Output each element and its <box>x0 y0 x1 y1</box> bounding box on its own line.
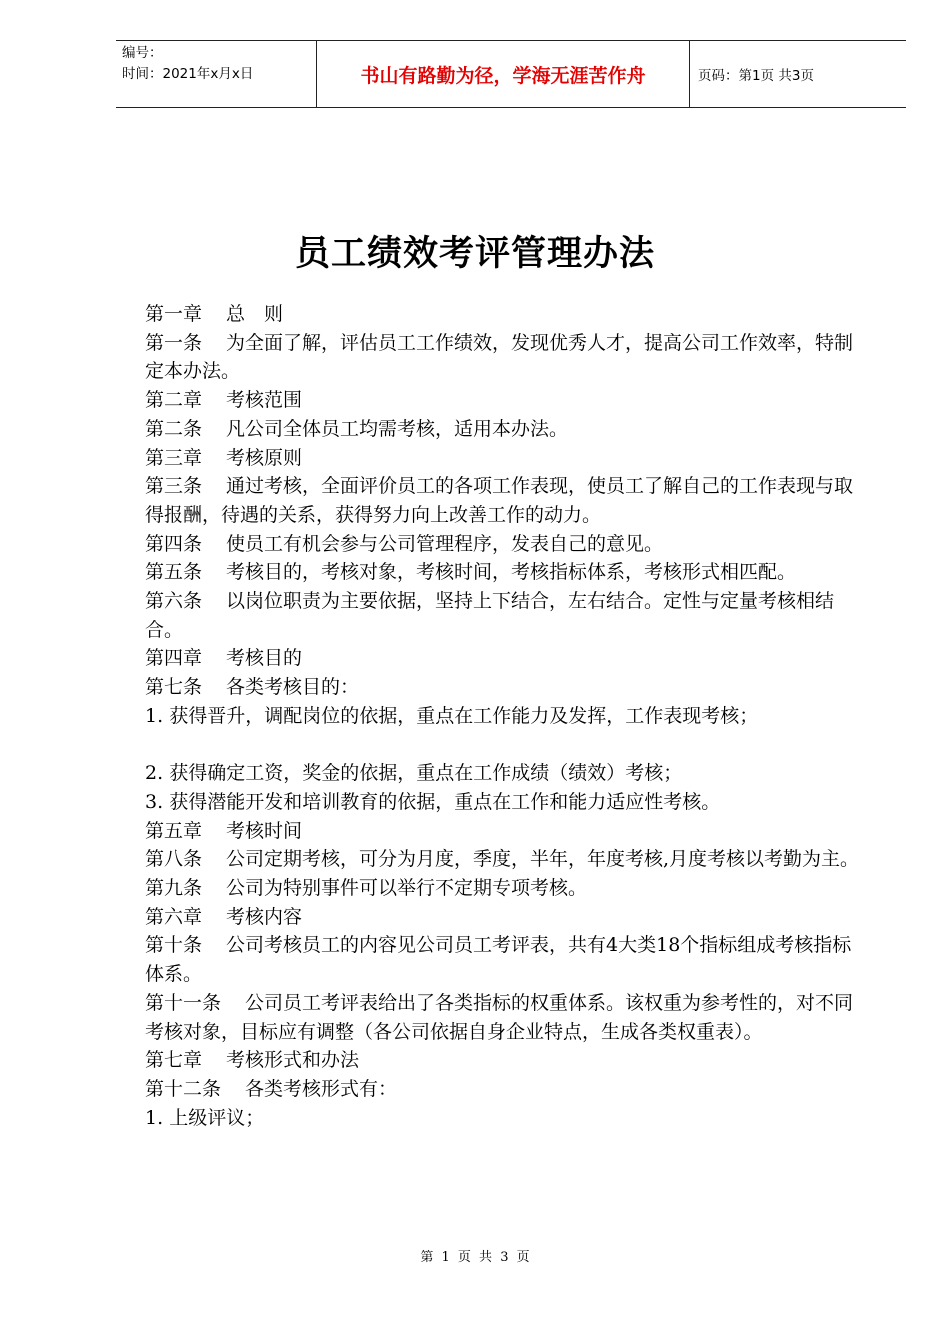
page-footer: 第 1 页 共 3 页 <box>420 1250 530 1265</box>
chapter-heading <box>145 903 870 932</box>
line-label: 第八条 <box>145 848 203 871</box>
line-label: 第四章 <box>145 647 203 670</box>
line-text: 考核形式和办法 <box>226 1049 360 1072</box>
document-number-label: 编号： <box>122 45 163 61</box>
line-label: 第六条 <box>145 590 203 613</box>
list-number: 1. <box>145 704 164 727</box>
line-label: 第十二条 <box>145 1077 222 1100</box>
header-page-info: 页码：第1页 共3页 <box>698 68 814 84</box>
line-label: 第三章 <box>145 446 203 469</box>
chapter-heading <box>145 817 870 846</box>
header-motto: 书山有路勤为径，学海无涯苦作舟 <box>316 41 690 107</box>
line-label: 第九条 <box>145 877 203 900</box>
article-paragraph <box>145 558 870 587</box>
chapter-heading <box>145 1046 870 1075</box>
article-paragraph <box>145 874 870 903</box>
line-text: 考核原则 <box>226 446 303 469</box>
chapter-heading <box>145 386 870 415</box>
line-text: 总 则 <box>226 303 284 325</box>
line-label: 第四条 <box>145 532 203 555</box>
line-text: 考核时间 <box>226 819 303 842</box>
line-label: 第一条 <box>145 331 203 354</box>
list-item <box>145 759 870 788</box>
line-text: 通过考核，全面评价员工的各项工作表现，使员工了解自己的工作表现与取得报酬，待遇的关系，获得努力向上改善工作的动力。 <box>145 475 854 526</box>
line-label: 第二条 <box>145 417 203 440</box>
chapter-heading <box>145 444 870 473</box>
document-time-label: 时间：2021年x月x日 <box>122 66 254 82</box>
list-item <box>145 702 870 731</box>
line-text: 为全面了解，评估员工工作绩效，发现优秀人才，提高公司工作效率，特制定本办法。 <box>145 331 854 383</box>
line-text: 使员工有机会参与公司管理程序，发表自己的意见。 <box>226 532 664 555</box>
list-item <box>145 788 870 817</box>
line-text: 以岗位职责为主要依据，坚持上下结合，左右结合。定性与定量考核相结合。 <box>145 590 835 641</box>
line-text: 考核范围 <box>226 389 303 412</box>
line-label: 第五章 <box>145 819 203 842</box>
list-number: 3. <box>145 790 164 813</box>
line-text: 公司考核员工的内容见公司员工考评表，共有4大类18个指标组成考核指标体系。 <box>145 934 852 986</box>
line-text: 考核目的，考核对象，考核时间，考核指标体系，考核形式相匹配。 <box>226 561 797 584</box>
line-label: 第七章 <box>145 1049 203 1072</box>
list-number: 1. <box>145 1106 164 1129</box>
line-label: 第三条 <box>145 475 203 498</box>
article-paragraph <box>145 329 870 386</box>
line-text: 获得晋升，调配岗位的依据，重点在工作能力及发挥，工作表现考核； <box>169 704 759 727</box>
article-paragraph <box>145 673 870 702</box>
line-text: 各类考核目的： <box>226 676 360 699</box>
chapter-heading <box>145 300 870 329</box>
line-label: 第七条 <box>145 676 203 699</box>
article-paragraph <box>145 472 870 529</box>
line-label: 第二章 <box>145 389 203 412</box>
blank-line <box>145 731 870 760</box>
chapter-heading <box>145 644 870 673</box>
article-paragraph <box>145 530 870 559</box>
line-text: 凡公司全体员工均需考核，适用本办法。 <box>226 417 569 440</box>
article-paragraph <box>145 845 870 874</box>
header-meta <box>116 41 316 107</box>
line-label: 第十条 <box>145 934 203 957</box>
line-text: 公司员工考评表给出了各类指标的权重体系。该权重为参考性的，对不同考核对象，目标应有调整（各公司依据自身企业特点，生成各类权重表）。 <box>145 991 854 1043</box>
line-text: 获得确定工资，奖金的依据，重点在工作成绩（绩效）考核； <box>169 762 683 785</box>
document-title: 员工绩效考评管理办法 <box>294 233 655 274</box>
line-text: 各类考核形式有： <box>245 1077 398 1100</box>
line-text: 获得潜能开发和培训教育的依据，重点在工作和能力适应性考核。 <box>169 790 721 813</box>
line-text: 公司定期考核，可分为月度，季度，半年，年度考核,月度考核以考勤为主。 <box>226 848 860 871</box>
article-paragraph <box>145 1075 870 1104</box>
list-item <box>145 1104 870 1133</box>
list-number: 2. <box>145 762 164 785</box>
article-paragraph <box>145 989 870 1046</box>
line-text: 考核目的 <box>226 647 303 670</box>
line-text: 考核内容 <box>226 905 303 928</box>
line-text: 上级评议； <box>169 1106 265 1129</box>
line-label: 第十一条 <box>145 991 222 1014</box>
document-body <box>145 300 870 1132</box>
line-label: 第五条 <box>145 561 203 584</box>
line-label: 第一章 <box>145 303 203 325</box>
article-paragraph <box>145 415 870 444</box>
page-header <box>116 40 906 108</box>
line-text: 公司为特别事件可以举行不定期专项考核。 <box>226 877 588 900</box>
article-paragraph <box>145 587 870 644</box>
article-paragraph <box>145 931 870 988</box>
line-label: 第六章 <box>145 905 203 928</box>
